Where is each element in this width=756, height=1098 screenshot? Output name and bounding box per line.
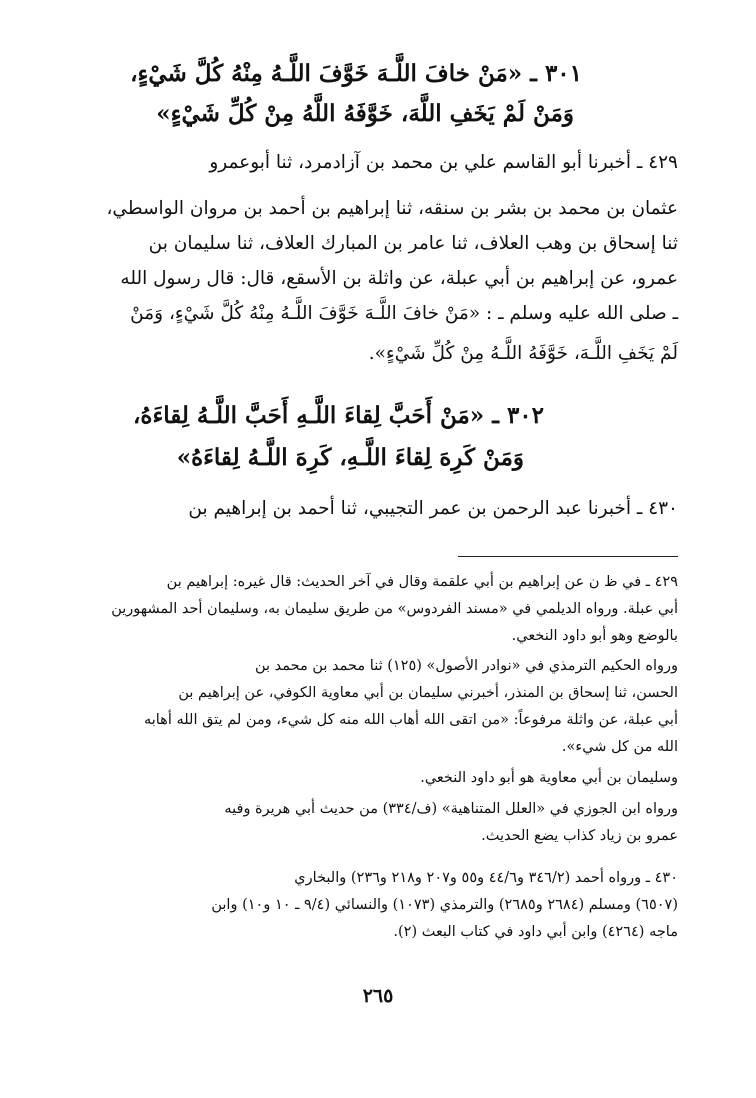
footnote-line: الحسن، ثنا إسحاق بن المنذر، أخبرني سليمان بن أبي معاوية الكوفي، عن إبراهيم بن [178,685,678,701]
hadith-302-heading-line-2: وَمَنْ كَرِهَ لِقاءَ اللَّـهِ، كَرِهَ اللَّـهُ لِقاءَهُ» [176,444,524,471]
page-number: ٢٦٥ [362,985,394,1007]
footnote-line: الله من كل شيء». [561,739,678,755]
footnote-line: وسليمان بن أبي معاوية هو أبو داود النخعي. [420,770,678,786]
isnad-429-line: لَمْ يَخَفِ اللَّـهَ، خَوَّفَهُ اللَّـهُ مِنْ كُلِّ شَيْءٍ». [368,343,678,364]
footnote-line: أبي عبلة، عن واثلة مرفوعاً: «من اتقى الله أهاب الله منه كل شيء، ومن لم يتق الله أهابه [143,712,678,728]
isnad-429-line: ثنا إسحاق بن وهب العلاف، ثنا عامر بن المبارك العلاف، ثنا سليمان بن [148,233,678,254]
footnote-line: بالوضع وهو أبو داود النخعي. [511,628,678,644]
footnote-line: عمرو بن زياد كذاب يضع الحديث. [481,828,678,844]
isnad-429-line: ـ صلى الله عليه وسلم ـ : «مَنْ خافَ اللَّـهَ خَوَّفَ اللَّـهُ مِنْهُ كُلَّ شَيْءٍ، وَمَنْ [130,303,678,324]
isnad-430-line: ٤٣٠ ـ أخبرنا عبد الرحمن بن عمر التجيبي، ثنا أحمد بن إبراهيم بن [188,498,678,519]
footnote-line: ماجه (٤٢٦٤) وابن أبي داود في كتاب البعث (٢). [393,924,678,940]
footnote-line: (٦٥٠٧) ومسلم (٢٦٨٤ و٢٦٨٥) والترمذي (١٠٧٣) والنسائي (٩/٤ ـ ١٠ و١٠) وابن [211,897,678,913]
footnote-separator [458,556,678,557]
footnote-line: ٤٢٩ ـ في ظ ن عن إبراهيم بن أبي علقمة وقال في آخر الحديث: قال غيره: إبراهيم بن [166,574,678,590]
hadith-301-heading-line-1: ٣٠١ ـ «مَنْ خافَ اللَّـهَ خَوَّفَ اللَّـهُ مِنْهُ كُلَّ شَيْءٍ، [130,60,582,87]
hadith-302-heading-line-1: ٣٠٢ ـ «مَنْ أَحَبَّ لِقاءَ اللَّـهِ أَحَبَّ اللَّـهُ لِقاءَهُ، [132,402,544,429]
isnad-429-line: ٤٢٩ ـ أخبرنا أبو القاسم علي بن محمد بن آزادمرد، ثنا أبوعمرو [209,152,678,173]
footnote-line: ورواه الحكيم الترمذي في «نوادر الأصول» (١٢٥) ثنا محمد بن محمد بن [254,658,678,674]
hadith-301-heading-line-2: وَمَنْ لَمْ يَخَفِ اللَّهَ، خَوَّفَهُ اللَّهُ مِنْ كُلِّ شَيْءٍ» [156,100,574,127]
isnad-429-line: عثمان بن محمد بن بشر بن سنقه، ثنا إبراهيم بن أحمد بن مروان الواسطي، [106,198,678,219]
isnad-429-line: عمرو، عن إبراهيم بن أبي عبلة، عن واثلة بن الأسقع، قال: قال رسول الله [120,268,678,289]
footnote-line: ورواه ابن الجوزي في «العلل المتناهية» (ف/٣٣٤) من حديث أبي هريرة وفيه [224,801,678,817]
footnote-line: ٤٣٠ ـ ورواه أحمد (٣٤٦/٢ و٤٤/٦ و٥٥ و٢٠٧ و٢١٨ و٢٣٦) والبخاري [294,870,678,886]
footnote-line: أبي عبلة. ورواه الديلمي في «مسند الفردوس» من طريق سليمان به، وسليمان أحد المشهورين [111,601,678,617]
